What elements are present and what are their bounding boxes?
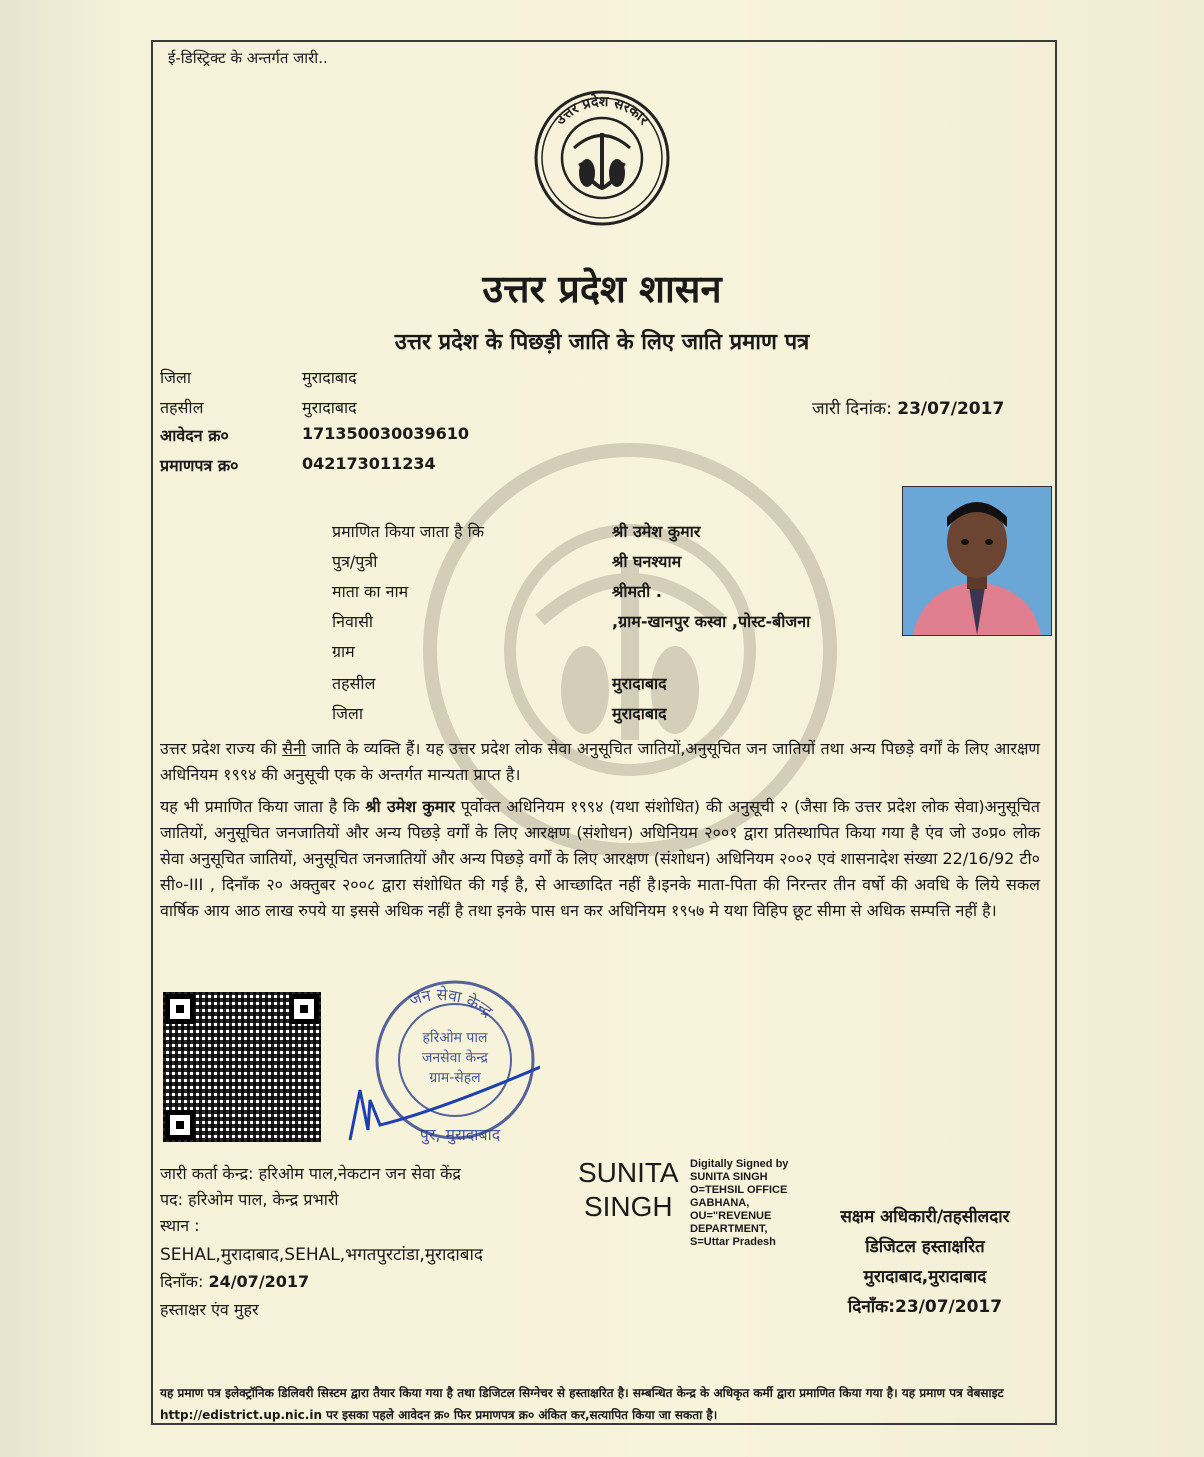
detail-label: प्रमाणित किया जाता है कि [332, 522, 485, 541]
digital-signer-name [578, 1156, 679, 1224]
emblem-text: उत्तर प्रदेश सरकार [552, 93, 652, 129]
district-label: जिला [160, 368, 192, 387]
residence-value: ,ग्राम-खानपुर कस्वा ,पोस्ट-बीजना [612, 612, 811, 631]
stamp-inner-line1: हरिओम पाल [422, 1030, 488, 1046]
person-photo-icon [903, 487, 1051, 635]
issuing-center-value: हरिओम पाल,नेकटान जन सेवा केंद्र [258, 1164, 461, 1183]
issuer-date [160, 1270, 309, 1292]
issuer-place-label: स्थान : [160, 1216, 200, 1235]
authority-location: मुरादाबाद,मुरादाबाद [863, 1267, 987, 1287]
stamp-inner-line3: ग्राम-सेहल [429, 1070, 481, 1086]
sign-and-seal-label: हस्ताक्षर एंव मुहर [160, 1300, 259, 1319]
issuer-place-value: SEHAL,मुरादाबाद,SEHAL,भगतपुरटांडा,मुरादाबाद [160, 1245, 483, 1265]
caste-name: सैनी [282, 739, 306, 758]
signature-detail-line: SUNITA SINGH [690, 1171, 768, 1183]
tehsil-label: तहसील [160, 398, 204, 417]
caste-statement [160, 736, 1040, 788]
application-label: आवेदन क्र० [160, 426, 229, 445]
detail-district-value: मुरादाबाद [612, 704, 667, 723]
issue-date-label: जारी दिनांक: [812, 399, 892, 419]
stamp-bottom-text: पुर, मुरादाबाद [419, 1125, 501, 1144]
stamp-inner-line2: जनसेवा केन्द्र [422, 1050, 488, 1066]
signer-first-name: SUNITA [578, 1157, 679, 1188]
authority-designation: सक्षम अधिकारी/तहसीलदार [840, 1207, 1010, 1227]
detail-label: ग्राम [332, 642, 355, 661]
para-text: यह भी प्रमाणित किया जाता है कि [160, 797, 366, 816]
authority-date: दिनाँक:23/07/2017 [847, 1297, 1003, 1317]
certificate-number: 042173011234 [302, 454, 436, 473]
qr-finder [289, 994, 319, 1024]
signer-last-name: SINGH [583, 1191, 673, 1222]
issue-date-value: 23/07/2017 [897, 399, 1005, 419]
district-value: मुरादाबाद [302, 368, 357, 387]
signature-detail-line: GABHANA, [690, 1197, 750, 1209]
qr-code [163, 992, 321, 1142]
issuer-date-value: 24/07/2017 [208, 1272, 310, 1291]
authority-block [790, 1202, 1060, 1322]
page-subtitle: उत्तर प्रदेश के पिछड़ी जाति के लिए जाति प्रमाण पत्र [394, 330, 810, 355]
para-text: पूर्वोक्त अधिनियम १९९४ (यथा संशोधित) की अनुसूची २ (जैसा कि उत्तर प्रदेश लोक सेवा)अनुसूचित जातियों, अनुसूचित जनजातियों और अन्य पिछड़े वर्गों के लिए आरक्षण (संशोधन) अधिनियम २००१ द्वारा प्रतिस्थापित किया गया है एंव जो उ०प्र० लोक सेवा अनुसूचित जातियों, अनुसूचित जनजातियों और अन्य पिछड़े वर्गों के लिए आरक्षण (संशोधन) अधिनियम २००२ एवं शासनादेश संख्या 22/16/92 टी० सी०-III , दिनाँक २० अक्तुबर २००८ द्वारा संशोधित की गई है, से आच्छादित नहीं है।इनके माता-पिता की निरन्तर तीन वर्षो की अवधि के लिये सकल वार्षिक आय आठ लाख रुपये या इससे अधिक नहीं है तथा इनके पास धन कर अधिनियम १९५७ मे यथा विहिप छूट सीमा से अधिक सम्पत्ति नहीं है। [160, 797, 1040, 920]
applicant-photo [902, 486, 1052, 636]
detail-label: माता का नाम [332, 582, 409, 601]
digital-signature-details [690, 1158, 788, 1249]
issuing-center-label: जारी कर्ता केन्द्र: [160, 1164, 254, 1183]
up-govt-emblem-icon [532, 88, 672, 228]
authority-digital-signed: डिजिटल हस्ताक्षरित [865, 1237, 985, 1257]
qr-finder [165, 994, 195, 1024]
issuer-post-label: पद: [160, 1190, 183, 1209]
applicant-name-inline: श्री उमेश कुमार [365, 797, 455, 816]
footer-note: यह प्रमाण पत्र इलेक्ट्रॉनिक डिलिवरी सिस्टम द्वारा तैयार किया गया है तथा डिजिटल सिग्नेचर से हस्ताक्षरित है। सम्बन्धित केन्द्र के अधिकृत कर्मी द्वारा प्रमाणित किया गया है। यह प्रमाण पत्र वेबसाइट http://edistrict.up.nic.in पर इसका पहले आवेदन क्र० फिर प्रमाणपत्र क्र० अंकित कर,सत्यापित किया जा सकता है। [160, 1386, 1004, 1422]
tehsil-value: मुरादाबाद [302, 398, 357, 417]
detail-label: पुत्र/पुत्री [332, 552, 378, 571]
mother-name: श्रीमती . [612, 582, 662, 601]
signature-detail-line: O=TEHSIL OFFICE [690, 1184, 788, 1196]
issuer-post-value: हरिओम पाल, केन्द्र प्रभारी [188, 1190, 339, 1209]
issue-date [812, 396, 1004, 419]
certificate-label: प्रमाणपत्र क्र० [160, 456, 239, 475]
para-text: जाति के व्यक्ति हैं। यह उत्तर प्रदेश लोक सेवा अनुसूचित जातियों,अनुसूचित जन जातियों तथा अन्य पिछड़े वर्गों के लिए आरक्षण अधिनियम १९९४ की अनुसूची एक के अन्तर्गत मान्यता प्राप्त है। [160, 739, 1040, 784]
applicant-name: श्री उमेश कुमार [612, 522, 701, 541]
signature-detail-line: DEPARTMENT, [690, 1223, 768, 1235]
certification-statement [160, 794, 1040, 924]
signature-detail-line: Digitally Signed by [690, 1158, 789, 1170]
stamp-ring-text: जन सेवा केन्द्र [406, 984, 497, 1022]
seal-stamp [340, 980, 540, 1150]
para-text: उत्तर प्रदेश राज्य की [160, 739, 283, 758]
issuing-center [160, 1162, 461, 1184]
father-name: श्री घनश्याम [612, 552, 682, 571]
qr-finder [165, 1110, 195, 1140]
page-title: उत्तर प्रदेश शासन [482, 266, 722, 311]
signature-detail-line: S=Uttar Pradesh [690, 1236, 776, 1248]
detail-label: निवासी [332, 612, 374, 631]
header-note: ई-डिस्ट्रिक्ट के अन्तर्गत जारी.. [168, 49, 328, 67]
detail-label: जिला [332, 704, 364, 723]
application-number: 171350030039610 [302, 424, 469, 443]
signature-detail-line: OU="REVENUE [690, 1210, 772, 1222]
detail-tehsil-value: मुरादाबाद [612, 674, 667, 693]
issuer-date-label: दिनाँक: [160, 1272, 204, 1291]
issuer-post [160, 1188, 339, 1210]
detail-label: तहसील [332, 674, 376, 693]
